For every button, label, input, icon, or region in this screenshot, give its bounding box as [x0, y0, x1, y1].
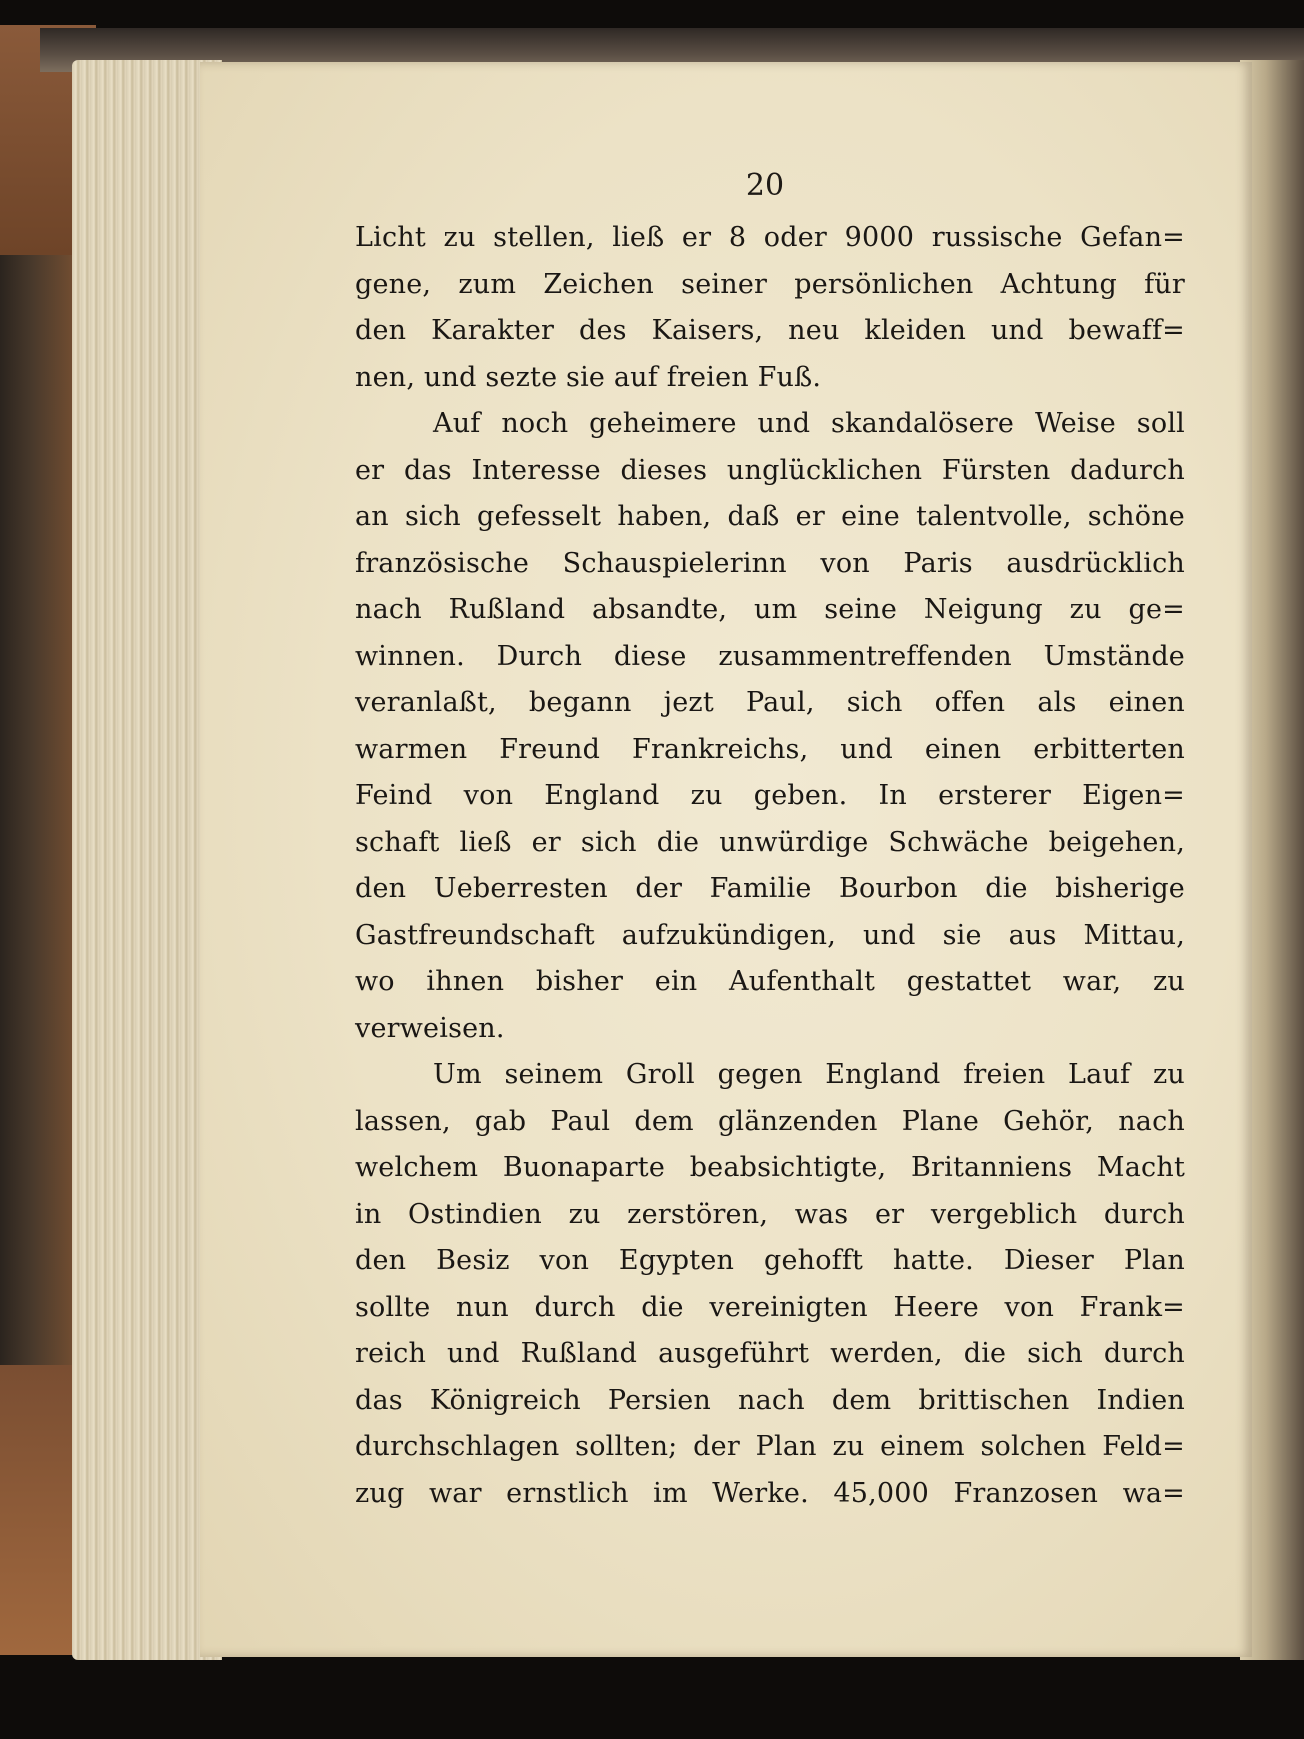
text-line: welchem Buonaparte beabsichtigte, Britanniens Macht — [355, 1152, 1185, 1183]
page-text — [355, 215, 1185, 1517]
text-line: schaft ließ er sich die unwürdige Schwäche beigehen, — [355, 826, 1185, 858]
text-line: nach Rußland absandte, um seine Neigung zu ge= — [355, 594, 1185, 625]
paragraph-start-line: Auf noch geheimere und skandalösere Weise soll — [433, 408, 1185, 439]
text-line: den Karakter des Kaisers, neu kleiden und bewaff= — [355, 315, 1185, 346]
text-line: nen, und sezte sie auf freien Fuß. — [355, 361, 822, 393]
page-number: 20 — [745, 168, 785, 203]
text-line: winnen. Durch diese zusammentreffenden Umstände — [355, 640, 1185, 672]
text-line: veranlaßt, begann jezt Paul, sich offen als einen — [355, 687, 1185, 718]
text-line: an sich gefesselt haben, daß er eine talentvolle, schöne — [355, 501, 1185, 532]
text-line: Feind von England zu geben. In ersterer Eigen= — [355, 780, 1185, 811]
text-line: sollte nun durch die vereinigten Heere von Frank= — [355, 1291, 1185, 1323]
text-line: in Ostindien zu zerstören, was er vergeblich durch — [355, 1198, 1185, 1230]
text-line: verweisen. — [355, 1012, 505, 1044]
text-line: gene, zum Zeichen seiner persönlichen Achtung für — [355, 268, 1185, 300]
text-line: lassen, gab Paul dem glänzenden Plane Gehör, nach — [355, 1105, 1185, 1137]
text-line: er das Interesse dieses unglücklichen Fürsten dadurch — [355, 454, 1185, 486]
text-line: Gastfreundschaft aufzukündigen, und sie aus Mittau, — [355, 919, 1185, 951]
text-line: den Besiz von Egypten gehofft hatte. Dieser Plan — [355, 1245, 1185, 1276]
text-line: den Ueberresten der Familie Bourbon die bisherige — [355, 873, 1185, 904]
text-line: Licht zu stellen, ließ er 8 oder 9000 russische Gefan= — [355, 222, 1185, 253]
text-line: französische Schauspielerinn von Paris ausdrücklich — [355, 547, 1185, 579]
paragraph-start-line: Um seinem Groll gegen England freien Lauf zu — [433, 1059, 1185, 1090]
text-line: zug war ernstlich im Werke. 45,000 Franzosen wa= — [355, 1477, 1185, 1509]
text-line: wo ihnen bisher ein Aufenthalt gestattet war, zu — [355, 966, 1185, 997]
text-line: warmen Freund Frankreichs, und einen erbitterten — [355, 733, 1185, 765]
text-line: durchschlagen sollten; der Plan zu einem solchen Feld= — [355, 1431, 1185, 1462]
text-line: reich und Rußland ausgeführt werden, die sich durch — [355, 1338, 1185, 1369]
text-line: das Königreich Persien nach dem brittischen Indien — [355, 1384, 1185, 1416]
